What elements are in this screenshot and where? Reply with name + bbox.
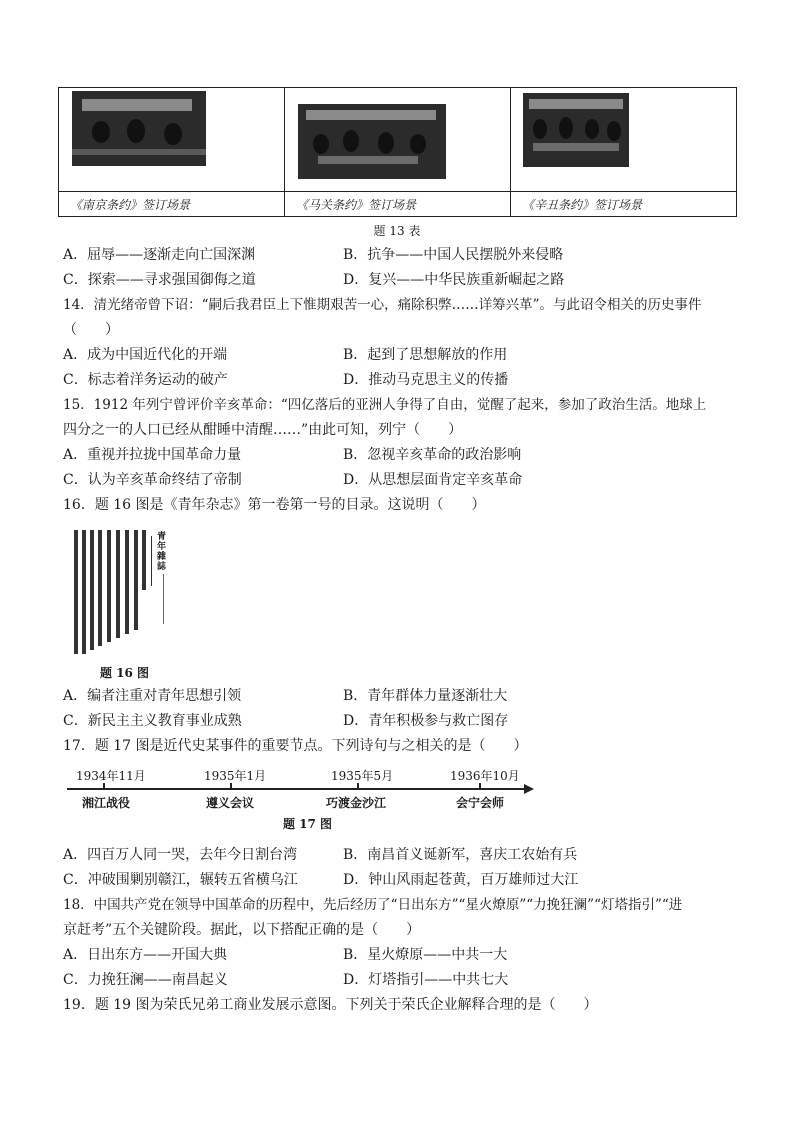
option-d: D．从思想层面肯定辛亥革命 [343,472,523,488]
option-d: D．灯塔指引——中共七大 [343,972,509,988]
timeline-event: 巧渡金沙江 [326,796,387,810]
option-d: D．青年积极参与救亡图存 [343,713,509,729]
timeline-date: 1935年1月 [204,769,267,783]
question-stem: 14．清光绪帝曾下诏：“嗣后我君臣上下惟期艰苦一心，痛除积弊……详筹兴革”。与此诏令相关的历史事件 [63,297,702,313]
table-caption: 《辛丑条约》签订场景 [522,198,643,212]
question-stem: 16．题 16 图是《青年杂志》第一卷第一号的目录。这说明（ ） [63,497,486,513]
option-a: A．重视并拉拢中国革命力量 [63,447,242,463]
table-divider [284,88,285,216]
question-stem: 四分之一的人口已经从酣睡中清醒……”由此可知，列宁（ ） [63,422,463,438]
option-a: A．屈辱——逐渐走向亡国深渊 [63,247,256,263]
boxer-protocol-photo [523,93,629,167]
table-label: 题 13 表 [373,224,421,238]
option-b: B．抗争——中国人民摆脱外来侵略 [343,247,564,263]
question-stem: 17．题 17 图是近代史某事件的重要节点。下列诗句与之相关的是（ ） [63,738,528,754]
option-b: B．青年群体力量逐渐壮大 [343,688,508,704]
timeline-date: 1936年10月 [450,769,520,783]
question-stem: 19．题 19 图为荣氏兄弟工商业发展示意图。下列关于荣氏企业解释合理的是（ ） [63,997,598,1013]
timeline-arrow [524,784,534,794]
option-c: C．标志着洋务运动的破产 [63,372,228,388]
timeline-event: 湘江战役 [82,796,131,810]
option-c: C．探索——寻求强国御侮之道 [63,272,256,288]
table-caption: 《马关条约》签订场景 [296,198,417,212]
option-b: B．忽视辛亥革命的政治影响 [343,447,522,463]
timeline-date: 1934年11月 [76,769,146,783]
figure-label: 题 17 图 [283,817,333,831]
table-caption: 《南京条约》签订场景 [70,198,191,212]
nanjing-treaty-photo [72,91,206,166]
timeline-date: 1935年5月 [331,769,394,783]
option-b: B．南昌首义诞新军，喜庆工农始有兵 [343,847,578,863]
option-c: C．冲破围剿别赣江，辗转五省横乌江 [63,872,298,888]
option-a: A．日出东方——开国大典 [63,947,228,963]
option-d: D．钟山风雨起苍黄，百万雄师过大江 [343,872,579,888]
table-divider [59,191,736,192]
timeline-event: 遵义会议 [206,796,255,810]
option-a: A．编者注重对青年思想引领 [63,688,242,704]
timeline-event: 会宁会师 [456,796,505,810]
option-c: C．认为辛亥革命终结了帝制 [63,472,242,488]
table-divider [510,88,511,216]
table-13 [58,87,737,217]
option-b: B．起到了思想解放的作用 [343,347,508,363]
figure-label: 题 16 图 [100,666,150,680]
question-stem: 京赶考”五个关键阶段。据此，以下搭配正确的是（ ） [63,922,421,938]
magazine-contents-figure [60,530,185,660]
question-stem: 18．中国共产党在领导中国革命的历程中，先后经历了“日出东方”“星火燎原”“力挽狂澜”“灯塔指引”“进 [63,897,683,913]
option-d: D．复兴——中华民族重新崛起之路 [343,272,565,288]
option-a: A．四百万人同一哭，去年今日割台湾 [63,847,298,863]
option-a: A．成为中国近代化的开端 [63,347,228,363]
magazine-title: 青年雜誌 [157,532,167,572]
option-c: C．新民主主义教育事业成熟 [63,713,242,729]
question-stem: 15．1912 年列宁曾评价辛亥革命：“四亿落后的亚洲人争得了自由，觉醒了起来，参加了政治生活。地球上 [63,397,707,413]
option-d: D．推动马克思主义的传播 [343,372,509,388]
question-stem: （ ） [63,322,119,338]
timeline-axis [67,788,527,790]
shimonoseki-treaty-photo [298,104,446,179]
option-c: C．力挽狂澜——南昌起义 [63,972,228,988]
option-b: B．星火燎原——中共一大 [343,947,508,963]
